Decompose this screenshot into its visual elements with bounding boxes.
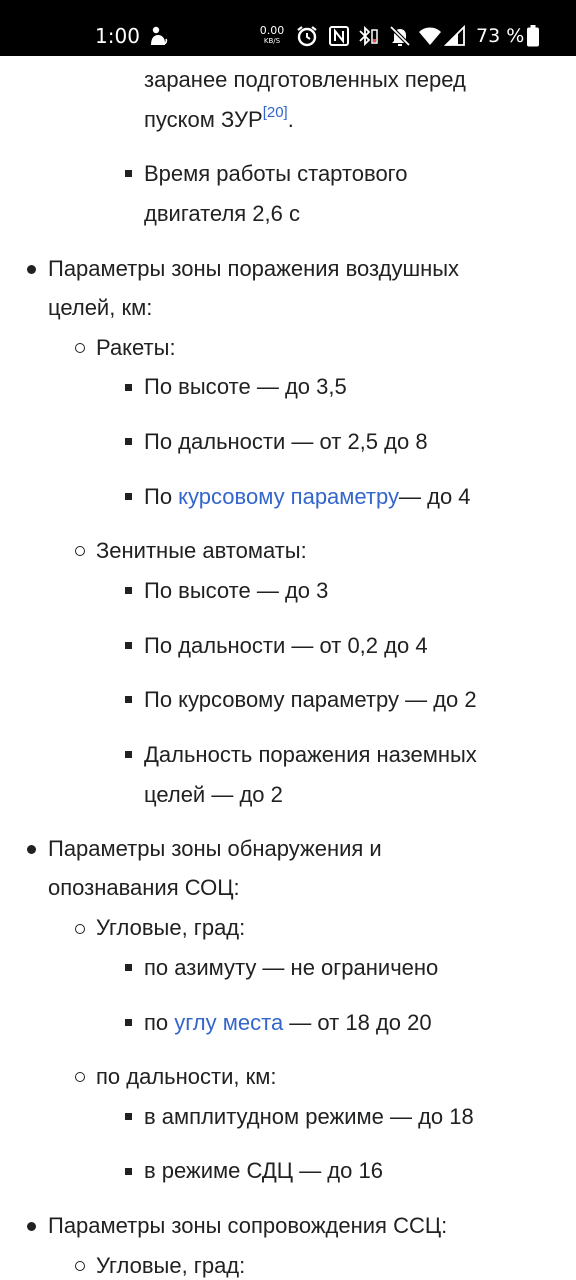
status-bar [0, 0, 576, 56]
list-item-text: Дальность поражения наземных [144, 742, 477, 767]
square-bullet-icon [125, 587, 132, 594]
list-item-text: опознавания СОЦ: [48, 875, 240, 900]
kursovoy-parametr-link[interactable]: курсовому параметру [178, 484, 399, 509]
list-item-text: По высоте — до 3,5 [144, 374, 347, 399]
disc-bullet-icon [27, 265, 36, 274]
circle-bullet-icon [75, 924, 85, 934]
list-item-text: Угловые, град: [96, 915, 246, 940]
list-item-text: Параметры зоны обнаружения и [48, 836, 382, 861]
list-item-text: По курсовому параметру — до 2 [144, 687, 477, 712]
bluetooth-battery-icon [358, 24, 380, 48]
list-item-text: Время работы стартового [144, 161, 408, 186]
list-item-text: Угловые, град: [96, 1253, 246, 1278]
network-speed [258, 26, 286, 46]
network-speed-value: 0.00 [259, 24, 285, 37]
list-item-text: целей — до 2 [144, 782, 283, 807]
disc-bullet-icon [27, 1222, 36, 1231]
disc-bullet-icon [27, 845, 36, 854]
list-item-text: по азимуту — не ограничено [144, 955, 439, 980]
square-bullet-icon [125, 1113, 132, 1120]
cat-notification-icon [148, 25, 168, 47]
list-item-text: по дальности, км: [96, 1064, 277, 1089]
square-bullet-icon [125, 493, 132, 500]
list-item-text: По дальности — от 0,2 до 4 [144, 633, 428, 658]
square-bullet-icon [125, 696, 132, 703]
battery-percent: 73 % [476, 25, 525, 47]
list-item-text: заранее подготовленных перед [144, 67, 466, 92]
cellular-signal-icon [444, 24, 466, 48]
list-item-text: в режиме СДЦ — до 16 [144, 1158, 383, 1183]
nfc-icon [328, 24, 350, 48]
list-item-text: Ракеты: [96, 335, 176, 360]
circle-bullet-icon [75, 1261, 85, 1271]
wifi-icon [418, 24, 442, 48]
circle-bullet-icon [75, 1072, 85, 1082]
network-speed-unit: KB/S [263, 37, 281, 45]
square-bullet-icon [125, 1168, 132, 1175]
list-item-text: По дальности — от 2,5 до 8 [144, 429, 428, 454]
circle-bullet-icon [75, 546, 85, 556]
square-bullet-icon [125, 642, 132, 649]
list-item-text: Параметры зоны поражения воздушных [48, 256, 460, 281]
alarm-icon [295, 24, 319, 48]
do-not-disturb-icon [389, 24, 411, 48]
circle-bullet-icon [75, 343, 85, 353]
list-item-text: По высоте — до 3 [144, 578, 329, 603]
list-item-text: Зенитные автоматы: [96, 538, 307, 563]
ugol-mesta-link[interactable]: углу места [174, 1010, 284, 1035]
square-bullet-icon [125, 1019, 132, 1026]
article-content [0, 56, 576, 1280]
battery-icon [526, 24, 540, 48]
square-bullet-icon [125, 170, 132, 177]
square-bullet-icon [125, 438, 132, 445]
citation-link[interactable]: [20] [262, 104, 288, 121]
list-item-text: по углу места — от 18 до 20 [144, 1010, 432, 1035]
square-bullet-icon [125, 751, 132, 758]
square-bullet-icon [125, 384, 132, 391]
status-time: 1:00 [95, 24, 140, 48]
list-item-text: пуском ЗУР[20]. [144, 104, 294, 132]
list-item-text: По курсовому параметру— до 4 [144, 484, 471, 509]
list-item-text: Параметры зоны сопровождения ССЦ: [48, 1213, 448, 1238]
list-item-text: двигателя 2,6 с [144, 201, 300, 226]
list-item-text: целей, км: [48, 295, 153, 320]
square-bullet-icon [125, 964, 132, 971]
list-item-text: в амплитудном режиме — до 18 [144, 1104, 474, 1129]
